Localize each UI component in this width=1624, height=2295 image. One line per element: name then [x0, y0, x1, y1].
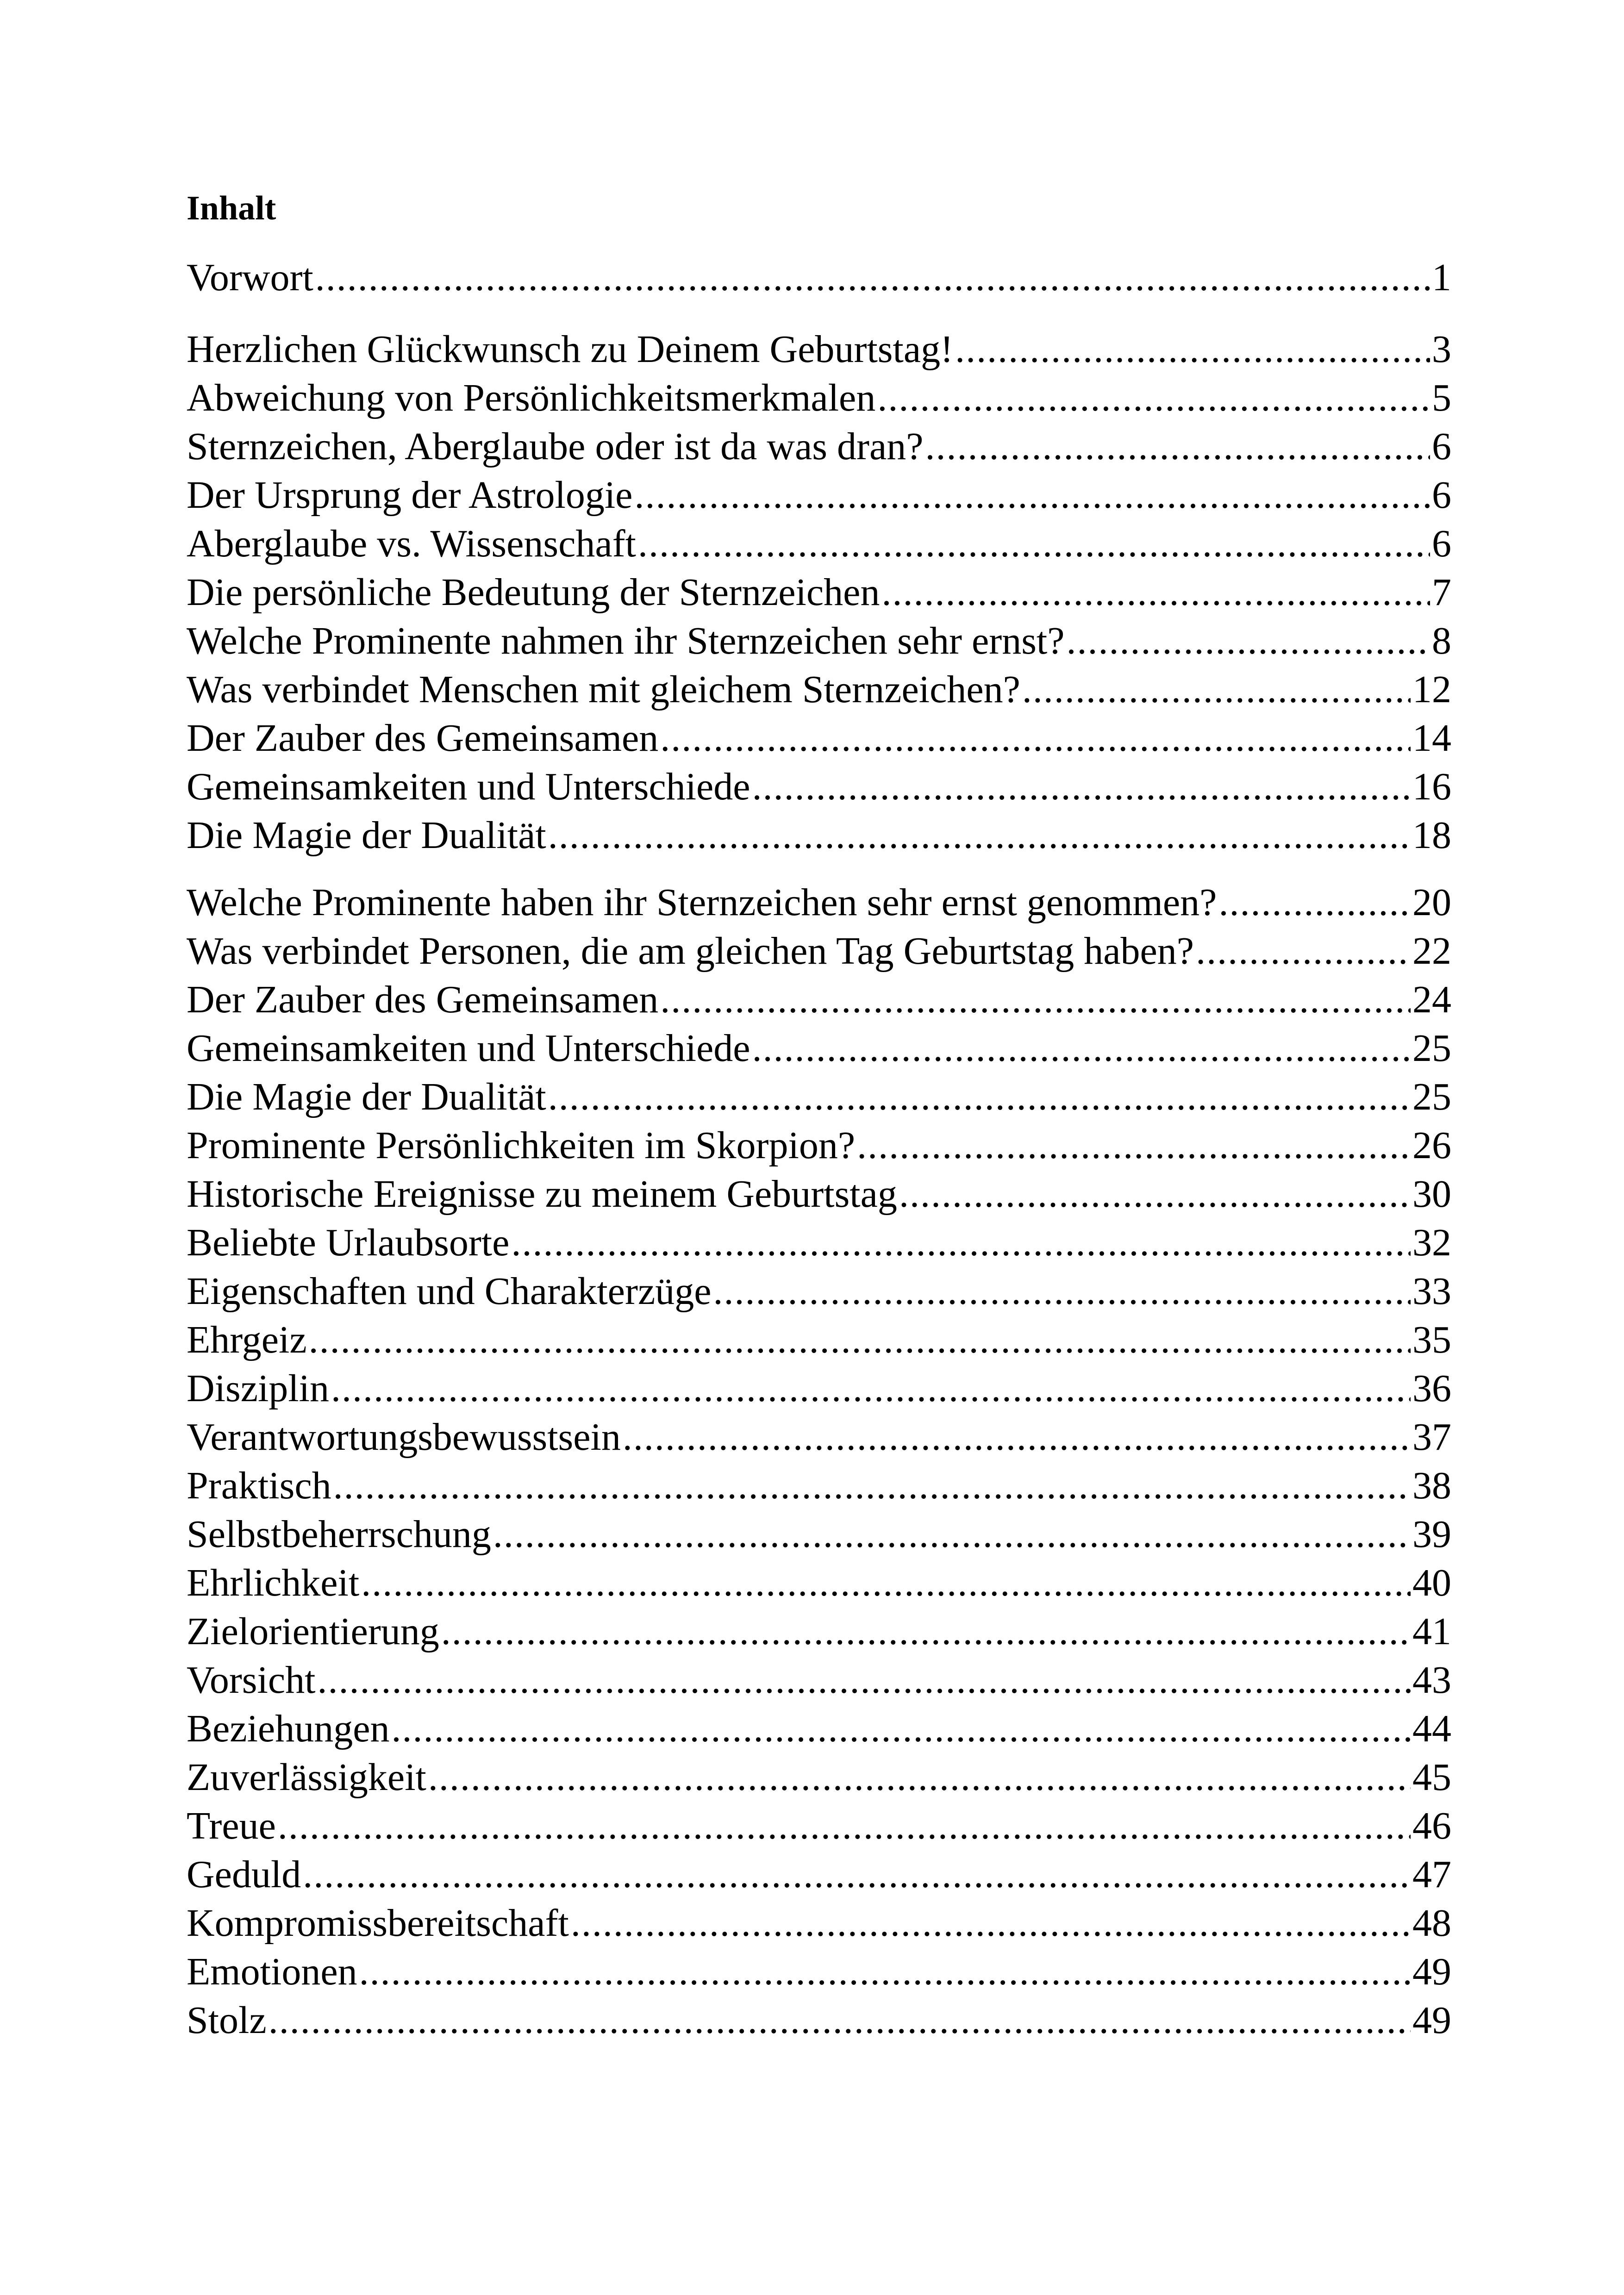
toc-entry — [187, 472, 1451, 518]
toc-entry-label: Vorwort — [187, 256, 313, 299]
toc-entry — [187, 1900, 1451, 1946]
toc-dot-leader — [493, 1511, 1411, 1558]
toc-dot-leader — [899, 1171, 1411, 1217]
toc-page-number: 40 — [1412, 1561, 1451, 1604]
toc-entry — [187, 618, 1451, 664]
toc-entry-label: Gemeinsamkeiten und Unterschiede — [187, 1027, 750, 1070]
toc-entry-label: Ehrgeiz — [187, 1318, 307, 1361]
toc-page-number: 14 — [1412, 717, 1451, 760]
toc-page-number: 47 — [1412, 1853, 1451, 1896]
toc-entry-label: Zielorientierung — [187, 1610, 439, 1653]
toc-entry-label: Kompromissbereitschaft — [187, 1902, 569, 1945]
toc-entry — [187, 879, 1451, 926]
toc-page-number: 37 — [1412, 1416, 1451, 1459]
toc-entry-label: Historische Ereignisse zu meinem Geburtstag — [187, 1172, 897, 1216]
toc-page-number: 8 — [1432, 619, 1451, 662]
toc-dot-leader — [317, 1657, 1411, 1703]
toc-entry-label: Beziehungen — [187, 1707, 390, 1750]
toc-dot-leader — [441, 1609, 1411, 1655]
toc-dot-leader — [278, 1803, 1411, 1849]
toc-entry — [187, 1268, 1451, 1315]
toc-dot-leader — [571, 1900, 1411, 1946]
toc-dot-leader — [857, 1123, 1411, 1169]
toc-entry — [187, 424, 1451, 470]
toc-dot-leader — [511, 1220, 1411, 1266]
toc-entry — [187, 521, 1451, 567]
toc-page-number: 7 — [1432, 571, 1451, 614]
toc-entry-label: Treue — [187, 1804, 276, 1847]
toc-entry-label: Der Zauber des Gemeinsamen — [187, 717, 659, 760]
toc-page-number: 46 — [1412, 1804, 1451, 1847]
toc-entry — [187, 1560, 1451, 1606]
toc-entry-label: Selbstbeherrschung — [187, 1513, 491, 1556]
toc-page-number: 25 — [1412, 1027, 1451, 1070]
toc-entry-label: Gemeinsamkeiten und Unterschiede — [187, 765, 750, 808]
toc-page-number: 22 — [1412, 929, 1451, 973]
toc-dot-leader — [303, 1852, 1411, 1898]
toc-entry-label: Ehrlichkeit — [187, 1561, 360, 1604]
toc-entry-label: Geduld — [187, 1853, 301, 1896]
toc-entry — [187, 1171, 1451, 1217]
toc-page-number: 6 — [1432, 425, 1451, 468]
toc-page-number: 5 — [1432, 376, 1451, 419]
toc-page-number: 16 — [1412, 765, 1451, 808]
toc-page-number: 12 — [1412, 668, 1451, 711]
toc-page-number: 36 — [1412, 1367, 1451, 1410]
toc-entry — [187, 1463, 1451, 1509]
toc-entry-label: Die persönliche Bedeutung der Sternzeichen — [187, 571, 880, 614]
toc-entry-label: Emotionen — [187, 1950, 357, 1993]
toc-dot-leader — [1022, 667, 1411, 713]
toc-entry-label: Prominente Persönlichkeiten im Skorpion? — [187, 1124, 856, 1167]
toc-dot-leader — [638, 521, 1430, 567]
toc-entry — [187, 255, 1451, 301]
toc-entry — [187, 1366, 1451, 1412]
toc-dot-leader — [269, 1997, 1411, 2044]
toc-dot-leader — [1218, 879, 1411, 926]
toc-entry-label: Disziplin — [187, 1367, 329, 1410]
toc-page-number: 18 — [1412, 814, 1451, 857]
toc-page-number: 24 — [1412, 978, 1451, 1021]
toc-page-number: 49 — [1412, 1999, 1451, 2042]
toc-entry-label: Zuverlässigkeit — [187, 1756, 426, 1799]
toc-page-number: 1 — [1432, 256, 1451, 299]
toc-dot-leader — [548, 1074, 1411, 1120]
toc-entry — [187, 1025, 1451, 1072]
toc-dot-leader — [634, 472, 1430, 518]
toc-dot-leader — [428, 1754, 1411, 1801]
toc-entry-label: Welche Prominente nahmen ihr Sternzeichen sehr ernst? — [187, 619, 1065, 662]
toc-dot-leader — [309, 1317, 1411, 1363]
toc-entry — [187, 1414, 1451, 1460]
toc-entry-label: Beliebte Urlaubsorte — [187, 1221, 510, 1264]
toc-entry-label: Stolz — [187, 1999, 267, 2042]
toc-page-number: 20 — [1412, 881, 1451, 924]
toc-heading: Inhalt — [187, 189, 276, 227]
toc-dot-leader — [660, 977, 1411, 1023]
toc-page-number: 33 — [1412, 1270, 1451, 1313]
toc-entry — [187, 1074, 1451, 1120]
toc-page-number: 35 — [1412, 1318, 1451, 1361]
toc-entry — [187, 1803, 1451, 1849]
toc-entry-label: Vorsicht — [187, 1659, 316, 1702]
toc-entry — [187, 667, 1451, 713]
toc-dot-leader — [331, 1366, 1411, 1412]
toc-page-number: 44 — [1412, 1707, 1451, 1750]
toc-entry-label: Was verbindet Personen, die am gleichen Tag Geburtstag haben? — [187, 929, 1194, 973]
toc-entry-label: Eigenschaften und Charakterzüge — [187, 1270, 712, 1313]
toc-page-number: 6 — [1432, 522, 1451, 565]
toc-page-number: 38 — [1412, 1464, 1451, 1507]
toc-entry — [187, 1852, 1451, 1898]
toc-page-number: 39 — [1412, 1513, 1451, 1556]
toc-page-number: 30 — [1412, 1172, 1451, 1216]
toc-entry — [187, 375, 1451, 421]
toc-entry — [187, 1220, 1451, 1266]
toc-entry-label: Die Magie der Dualität — [187, 814, 546, 857]
toc-entry-label: Herzlichen Glückwunsch zu Deinem Geburtstag! — [187, 328, 954, 371]
toc-entry-label: Der Zauber des Gemeinsamen — [187, 978, 659, 1021]
toc-entry — [187, 1609, 1451, 1655]
toc-dot-leader — [1067, 618, 1430, 664]
toc-page-number: 43 — [1412, 1659, 1451, 1702]
toc-entry — [187, 1949, 1451, 1995]
toc-entry-label: Der Ursprung der Astrologie — [187, 474, 633, 517]
toc-dot-leader — [955, 326, 1430, 373]
toc-dot-leader — [548, 812, 1411, 859]
toc-entry — [187, 1511, 1451, 1558]
toc-entry-label: Aberglaube vs. Wissenschaft — [187, 522, 636, 565]
toc-entry — [187, 326, 1451, 373]
toc-dot-leader — [752, 764, 1411, 810]
toc-dot-leader — [623, 1414, 1411, 1460]
toc-dot-leader — [881, 569, 1430, 616]
toc-dot-leader — [392, 1706, 1411, 1752]
toc-entry — [187, 1123, 1451, 1169]
toc-entry — [187, 764, 1451, 810]
toc-page-number: 6 — [1432, 474, 1451, 517]
toc-entry-label: Praktisch — [187, 1464, 331, 1507]
toc-dot-leader — [660, 715, 1411, 761]
toc-page-number: 41 — [1412, 1610, 1451, 1653]
toc-page-number: 48 — [1412, 1902, 1451, 1945]
toc-dot-leader — [359, 1949, 1411, 1995]
toc-entry-label: Abweichung von Persönlichkeitsmerkmalen — [187, 376, 876, 419]
toc-entry-label: Verantwortungsbewusstsein — [187, 1416, 621, 1459]
toc-page-number: 45 — [1412, 1756, 1451, 1799]
toc-entry-label: Sternzeichen, Aberglaube oder ist da was dran? — [187, 425, 924, 468]
toc-page-number: 26 — [1412, 1124, 1451, 1167]
toc-dot-leader — [713, 1268, 1411, 1315]
toc-entry — [187, 1657, 1451, 1703]
toc-entry-label: Die Magie der Dualität — [187, 1075, 546, 1118]
toc-entry — [187, 1706, 1451, 1752]
toc-page-number: 25 — [1412, 1075, 1451, 1118]
toc-page-number: 49 — [1412, 1950, 1451, 1993]
toc-entry — [187, 1997, 1451, 2044]
toc-dot-leader — [315, 255, 1430, 301]
toc-page-number: 32 — [1412, 1221, 1451, 1264]
toc-entry-label: Was verbindet Menschen mit gleichem Sternzeichen? — [187, 668, 1020, 711]
toc-entry — [187, 977, 1451, 1023]
toc-page-number: 3 — [1432, 328, 1451, 371]
toc-entry — [187, 812, 1451, 859]
toc-entry — [187, 569, 1451, 616]
toc-dot-leader — [361, 1560, 1411, 1606]
toc-dot-leader — [752, 1025, 1411, 1072]
toc-entry — [187, 1754, 1451, 1801]
toc-dot-leader — [1196, 928, 1411, 974]
toc-entry-label: Welche Prominente haben ihr Sternzeichen sehr ernst genommen? — [187, 881, 1217, 924]
toc-entry — [187, 715, 1451, 761]
toc-entry — [187, 928, 1451, 974]
toc-dot-leader — [877, 375, 1430, 421]
toc-entry — [187, 1317, 1451, 1363]
toc-dot-leader — [925, 424, 1430, 470]
toc-dot-leader — [333, 1463, 1411, 1509]
